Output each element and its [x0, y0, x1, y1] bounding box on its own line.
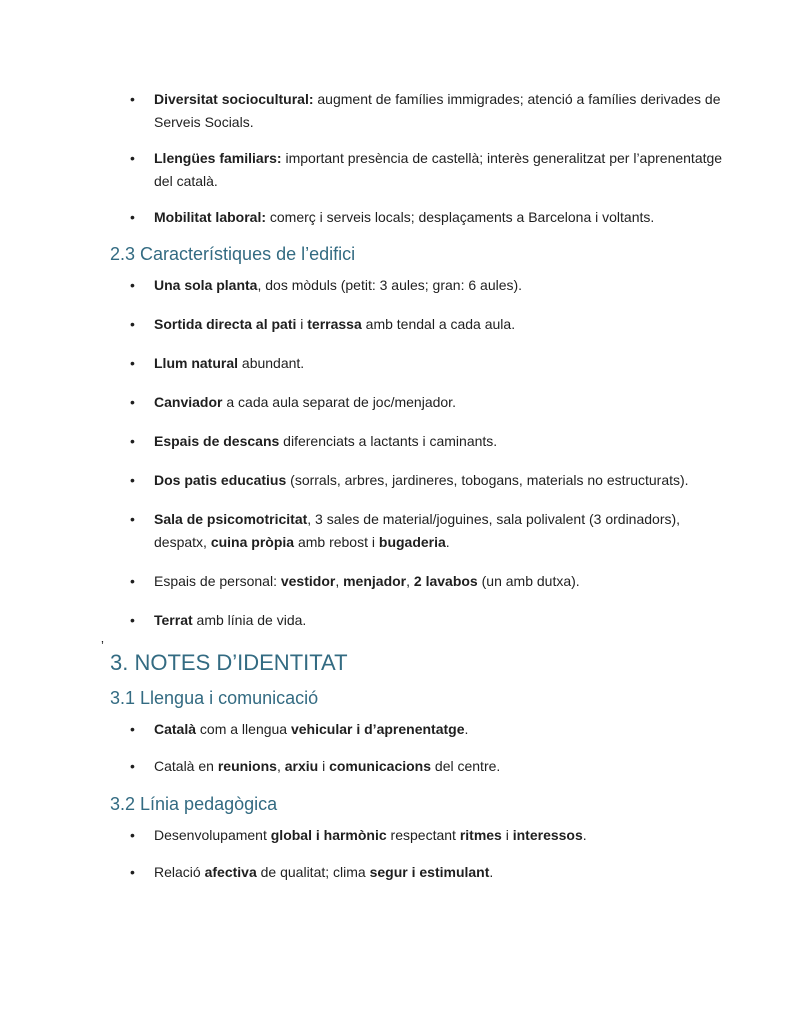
text-run: interessos [512, 827, 583, 843]
bullet-item [110, 469, 736, 492]
bullet-item [110, 718, 736, 741]
text-run: arxiu [284, 758, 319, 774]
pedagogica-bullet-list [110, 824, 736, 884]
text-run: diferenciats a lactants i caminants. [279, 433, 498, 449]
bullet-item [110, 824, 736, 847]
bullet-item [110, 508, 736, 554]
text-run: vestidor [280, 573, 336, 589]
text-run: Dos patis educatius [154, 472, 287, 488]
bullet-item [110, 206, 736, 229]
text-run: 2 lavabos [413, 573, 478, 589]
text-run: (un amb dutxa). [477, 573, 580, 589]
text-run: comunicacions [329, 758, 432, 774]
intro-bullet-list [110, 88, 736, 229]
text-run: augment de famílies immigrades; atenció a famílies derivades de Serveis Socials. [154, 91, 721, 130]
text-run: amb línia de vida. [192, 612, 307, 628]
text-run: del centre. [431, 758, 501, 774]
text-run: Sortida directa al pati [154, 316, 297, 332]
text-run: . [489, 864, 494, 880]
subsection-heading-llengua: 3.1 Llengua i comunicació [110, 688, 319, 708]
text-run: i [296, 316, 308, 332]
text-run: a cada aula separat de joc/menjador. [222, 394, 456, 410]
text-run: Sala de psicomotricitat [154, 511, 308, 527]
text-run: i [318, 758, 330, 774]
text-run: (sorrals, arbres, jardineres, tobogans, materials no estructurats). [286, 472, 689, 488]
text-run: amb rebost i [294, 534, 379, 550]
text-run: Desenvolupament [154, 827, 271, 843]
text-run: i [501, 827, 513, 843]
text-run: Espais de descans [154, 433, 280, 449]
text-run: terrassa [307, 316, 362, 332]
bullet-item [110, 352, 736, 375]
text-run: de qualitat; clima [256, 864, 370, 880]
text-run: vehicular i d’aprenentatge [290, 721, 465, 737]
text-run: Català en [154, 758, 218, 774]
text-run: Canviador [154, 394, 223, 410]
section-heading-identity: 3. NOTES D’IDENTITAT [110, 650, 348, 675]
text-run: ritmes [459, 827, 502, 843]
bullet-item [110, 755, 736, 778]
text-run: segur i estimulant [369, 864, 490, 880]
text-run: , [276, 758, 285, 774]
text-run: amb tendal a cada aula. [361, 316, 516, 332]
text-run: comerç i serveis locals; desplaçaments a Barcelona i voltants. [266, 209, 655, 225]
text-run: , 3 sales de material/joguines, sala polivalent (3 ordinadors), despatx, [154, 511, 681, 550]
bullet-item [110, 391, 736, 414]
text-run: . [464, 721, 469, 737]
text-run: bugaderia [378, 534, 446, 550]
bullet-item [110, 430, 736, 453]
text-run: menjador [343, 573, 407, 589]
bullet-item [110, 313, 736, 336]
stray-apostrophe-mark: ’ [101, 638, 104, 653]
text-run: Terrat [154, 612, 193, 628]
section-heading-building: 2.3 Característiques de l’edifici [110, 244, 356, 264]
building-bullet-list [110, 274, 736, 632]
subsection-heading-pedagogica: 3.2 Línia pedagògica [110, 794, 278, 814]
text-run: global i harmònic [270, 827, 387, 843]
text-run: cuina pròpia [210, 534, 295, 550]
text-run: . [582, 827, 587, 843]
text-run: , dos mòduls (petit: 3 aules; gran: 6 aules). [257, 277, 523, 293]
text-run: Català [154, 721, 197, 737]
text-run: afectiva [204, 864, 257, 880]
text-run: respectant [386, 827, 460, 843]
text-run: , [406, 573, 414, 589]
bullet-item [110, 861, 736, 884]
bullet-item [110, 570, 736, 593]
text-run: , [335, 573, 344, 589]
text-run: important presència de castellà; interès generalitzat per l’aprenentatge del català. [154, 150, 723, 189]
text-run: Llum natural [154, 355, 239, 371]
text-run: . [445, 534, 450, 550]
text-run: abundant. [238, 355, 305, 371]
bullet-item [110, 274, 736, 297]
bullet-item [110, 88, 736, 134]
text-run: Llengües familiars: [154, 150, 282, 166]
llengua-bullet-list [110, 718, 736, 778]
text-run: Espais de personal: [154, 573, 281, 589]
bullet-item [110, 147, 736, 193]
text-run: com a llengua [196, 721, 291, 737]
text-run: Relació [154, 864, 205, 880]
text-run: Una sola planta [154, 277, 258, 293]
text-run: Mobilitat laboral: [154, 209, 266, 225]
text-run: Diversitat sociocultural: [154, 91, 314, 107]
bullet-item [110, 609, 736, 632]
text-run: reunions [217, 758, 277, 774]
